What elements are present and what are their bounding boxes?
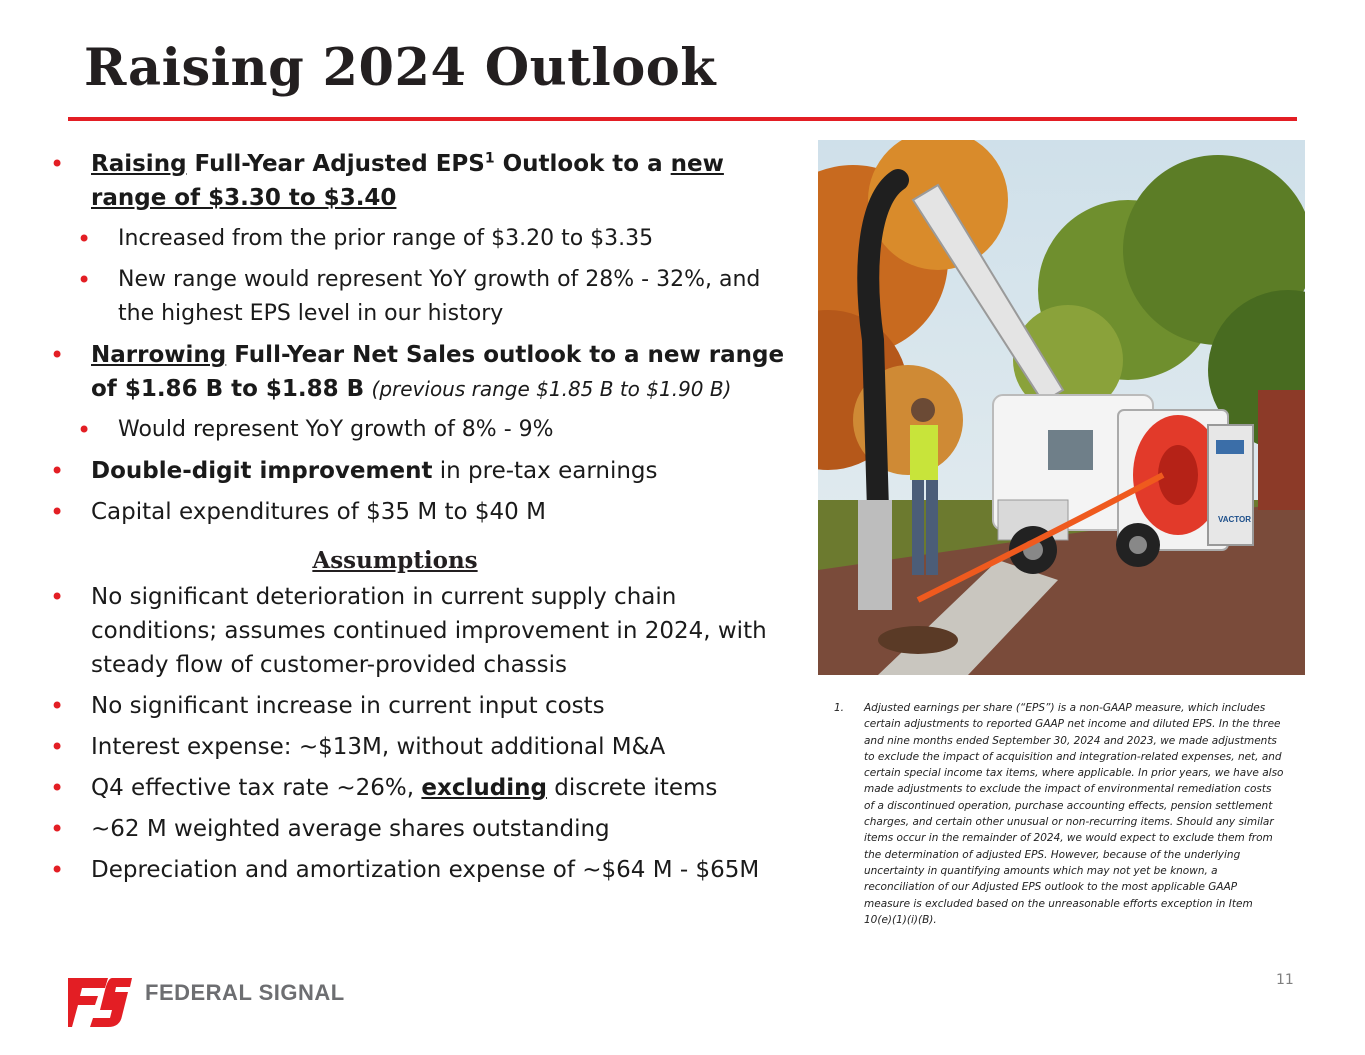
footnote-ref: 1 xyxy=(484,150,495,167)
bullet-dot-icon: • xyxy=(50,498,65,526)
bullet-dot-icon: • xyxy=(77,225,92,253)
footnote xyxy=(834,700,1284,928)
footnote-number: 1. xyxy=(834,702,845,714)
bullet-input-costs: • No significant increase in current input costs xyxy=(50,689,795,723)
bullet-capex: • Capital expenditures of $35 M to $40 M xyxy=(50,495,795,529)
fs-logo-icon xyxy=(68,972,132,1028)
bullet-dot-icon: • xyxy=(77,416,92,444)
federal-signal-logo xyxy=(68,972,358,1028)
bullet-dot-icon: • xyxy=(50,150,65,178)
footnote-text: Adjusted earnings per share (“EPS”) is a non-GAAP measure, which includes certain adjustments to reported GAAP net income and diluted EPS. In the three and nine months ended September 30, 2024 and 2023, we made adjustments to exclude the impact of acquisition and integration-related expenses, net, and certain special income tax items, where applicable. In prior years, we have also made adjustments to exclude the impact of environmental remediation costs of a discontinued operation, purchase accounting effects, pension settlement charges, and certain other unusual or non-recurring items. Should any similar items occur in the remainder of 2024, we would expect to exclude them from the determination of adjusted EPS. However, because of the underlying uncertainty in quantifying amounts which may not yet be known, a reconciliation of our Adjusted EPS outlook to the most applicable GAAP measure is excluded based on the unreasonable efforts exception in Item 10(e)(1)(i)(B). xyxy=(864,702,1284,926)
slide-title: Raising 2024 Outlook xyxy=(84,38,717,98)
bullet-shares: • ~62 M weighted average shares outstanding xyxy=(50,812,795,846)
bullet-dot-icon: • xyxy=(50,856,65,884)
sub-bullet-sales-growth: • Would represent YoY growth of 8% - 9% xyxy=(50,413,795,447)
truck-badge-text: VACTOR xyxy=(1218,515,1252,524)
logo-wordmark: FEDERAL SIGNAL xyxy=(145,980,345,1005)
sub-bullet-prior-range: • Increased from the prior range of $3.20 to $3.35 xyxy=(50,222,795,256)
bullet-dot-icon: • xyxy=(77,266,92,294)
page-number: 11 xyxy=(1276,972,1294,988)
title-divider xyxy=(68,117,1297,121)
bullet-dot-icon: • xyxy=(50,692,65,720)
outlook-column xyxy=(50,147,795,887)
bullet-dot-icon: • xyxy=(50,457,65,485)
bullet-dot-icon: • xyxy=(50,583,65,611)
bullet-depreciation: • Depreciation and amortization expense of ~$64 M - $65M xyxy=(50,853,795,887)
bullet-tax-rate: • Q4 effective tax rate ~26%, excluding discrete items xyxy=(50,771,795,805)
assumptions-heading: Assumptions xyxy=(312,547,478,574)
vactor-truck-photo xyxy=(818,140,1305,675)
bullet-dot-icon: • xyxy=(50,341,65,369)
bullet-pretax: • Double-digit improvement in pre-tax earnings xyxy=(50,454,795,488)
sub-bullet-yoy-growth: • New range would represent YoY growth of 28% - 32%, and the highest EPS level in our history xyxy=(50,263,795,331)
truck-illustration xyxy=(818,140,1305,675)
bullet-interest: • Interest expense: ~$13M, without additional M&A xyxy=(50,730,795,764)
bullet-dot-icon: • xyxy=(50,733,65,761)
bullet-dot-icon: • xyxy=(50,815,65,843)
bullet-supply-chain: • No significant deterioration in current supply chain conditions; assumes continued improvement in 2024, with steady flow of customer-provided chassis xyxy=(50,580,795,682)
bullet-eps-outlook: • Raising Full-Year Adjusted EPS$^1$ Outlook to a new range of $3.30 to $3.40 xyxy=(50,147,795,215)
bullet-net-sales: • Narrowing Full-Year Net Sales outlook to a new range of $1.86 B to $1.88 B (previous range $1.85 B to $1.90 B) xyxy=(50,338,795,406)
bullet-dot-icon: • xyxy=(50,774,65,802)
